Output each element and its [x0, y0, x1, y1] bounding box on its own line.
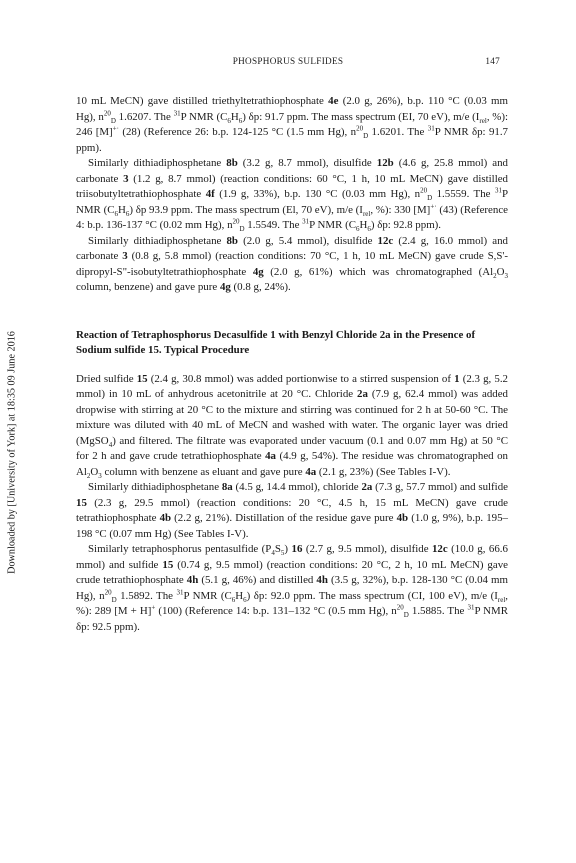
section-heading: Reaction of Tetraphosphorus Decasulfide 1 with Benzyl Chloride 2a in the Presence of Sodium sulfide 15. Typical Procedure	[76, 328, 476, 356]
paragraph-4b: Similarly dithiadiphosphetane 8a (4.5 g, 14.4 mmol), chloride 2a (7.3 g, 57.7 mmol) and sulfide 15 (2.3 g, 29.5 mmol) (reaction conditions: 20 °C, 4.5 h, 15 mL MeCN) gave crude tetrathiophosphate 4b (2.2 g, 21%). Distillation of the residue gave pure 4b (1.0 g, 9%), b.p. 195–198 °C (0.07 mm Hg) (See Tables I-V).	[76, 481, 508, 540]
page-number: 147	[485, 56, 500, 66]
paragraph-4f: Similarly dithiadiphosphetane 8b (3.2 g, 8.7 mmol), disulfide 12b (4.6 g, 25.8 mmol) and carbonate 3 (1.2 g, 8.7 mmol) (reaction conditions: 60 °C, 1 h, 10 mL MeCN) gave distilled triisobutyltetrathiophosphate 4f (1.9 g, 33%), b.p. 130 °C (0.03 mm Hg), $n^{20}_D$ 1.5559. The $^{31}$P NMR $(C_6H_6)$ δp 93.9 ppm. The mass spectrum (El, 70 eV), m/e ($I_{rel}$, %): 330 [M]+· (43) (Reference 4: b.p. 136-137 °C (0.02 mm Hg), $n^{20}_D$ 1.5549. The $^{31}$P NMR $(C_6H_6)$ δp: 92.8 ppm).	[76, 157, 508, 234]
download-watermark-text: Downloaded by [University of York] at 18:35 09 June 2016	[6, 331, 18, 574]
article-body	[76, 94, 508, 635]
paragraph-4e: 10 mL MeCN) gave distilled triethyltetrathiophosphate 4e (2.0 g, 26%), b.p. 110 °C (0.03 mm Hg), $n^{20}_D$ 1.6207. The $^{31}$P NMR $(C_6H_6)$ δp: 91.7 ppm. The mass spectrum (EI, 70 eV), m/e ($I_{rel}$, %): 246 [M]+· (28) (Reference 26: b.p. 124-125 °C (1.5 mm Hg), $n^{20}_D$ 1.6201. The $^{31}$P NMR δp: 91.7 ppm).	[76, 95, 509, 154]
running-head-title: PHOSPHORUS SULFIDES	[232, 56, 344, 66]
paragraph-procedure: Dried sulfide 15 (2.4 g, 30.8 mmol) was added portionwise to a stirred suspension of 1 (2.3 g, 5.2 mmol) in 10 mL of anhydrous acetonitrile at 20 °C. Chloride 2a (7.9 g, 62.4 mmol) was added dropwise with stirring at 20 °C to the mixture and stirring was continued for 2 h at 50-60 °C. The mixture was diluted with 40 mL of MeCN and washed with water. The organic layer was dried (MgSO$_4$) and filtered. The filtrate was evaporated under vacuum (0.1 and 0.07 mm Hg) at 50 °C for 2 h and gave crude tetrathiophosphate 4a (4.9 g, 54%). The residue was chromatographed on $Al_2O_3$ column with benzene as eluant and gave pure 4a (2.1 g, 23%) (See Tables I-V).	[76, 372, 509, 480]
paragraph-4h: Similarly tetraphosphorus pentasulfide $(P_4S_5)$ 16 (2.7 g, 9.5 mmol), disulfide 12c (10.0 g, 66.6 mmol) and sulfide 15 (0.74 g, 9.5 mmol) (reaction conditions: 20 °C, 2 h, 10 mL MeCN) gave crude tetrathiophosphate 4h (5.1 g, 46%) and distilled 4h (3.5 g, 32%), b.p. 128-130 °C (0.04 mm Hg), $n^{20}_D$ 1.5892. The $^{31}$P NMR $(C_6H_6)$ δp: 92.0 ppm. The mass spectrum (CI, 100 eV), m/e ($I_{rel}$, %): 289 [M + H]+ (100) (Reference 14: b.p. 131–132 °C (0.5 mm Hg), $n^{20}_D$ 1.5885. The $^{31}$P NMR δp: 92.5 ppm).	[76, 543, 508, 633]
download-watermark	[4, 244, 20, 664]
running-head	[0, 56, 576, 70]
paragraph-4g: Similarly dithiadiphosphetane 8b (2.0 g, 5.4 mmol), disulfide 12c (2.4 g, 16.0 mmol) and carbonate 3 (0.8 g, 5.8 mmol) (reaction conditions: 70 °C, 1 h, 10 mL MeCN) gave crude S,S'-dipropyl-S"-isobutyltetrathiophosphate 4g (2.0 g, 61%) which was chromatographed ($Al_2O_3$ column, benzene) and gave pure 4g (0.8 g, 24%).	[76, 234, 509, 293]
